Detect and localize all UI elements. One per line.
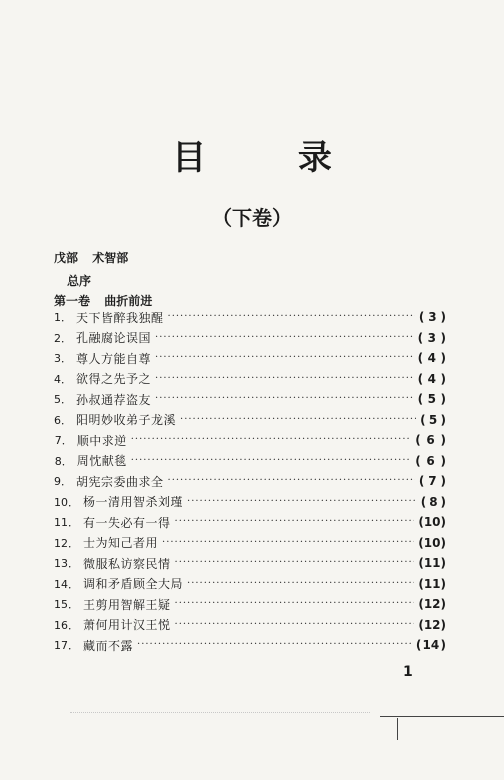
entry-page: ( 6 ) [415,433,446,448]
entry-number: 11． [54,516,79,530]
entry-page: ( 11 ) [418,576,446,591]
dot-leader [131,434,411,446]
page-number: 10 [423,535,441,550]
page-number: 4 [427,371,436,386]
toc-entry[interactable] [54,574,446,595]
entry-title: 调和矛盾顾全大局 [83,577,184,592]
page-number: 14 [422,638,440,653]
toc-entry[interactable] [54,553,446,574]
entry-title: 尊人方能自尊 [76,351,152,366]
entry-page: ( 11 ) [418,556,446,571]
dot-leader [155,352,414,364]
page-number: 7 [428,474,437,489]
page-number: 12 [423,597,441,612]
toc-entry[interactable] [54,492,446,513]
dot-leader [187,578,414,590]
toc-entry[interactable] [54,512,446,533]
toc-entry[interactable] [54,410,446,431]
entry-page: ( 12 ) [418,597,446,612]
entry-title: 藏而不露 [83,638,134,653]
volume-name: 曲折前进 [104,294,153,308]
entry-number: 2． [54,331,72,345]
page-number: 5 [427,392,436,407]
entry-number: 13． [54,557,79,571]
page-number: 6 [426,433,435,448]
entry-title: 阳明妙收弟子龙溪 [76,413,177,428]
entry-number: 6． [54,413,72,427]
page-subtitle: （下卷） [212,206,292,230]
dot-leader [175,619,415,631]
dot-leader [155,332,414,344]
entry-number: 5． [54,393,72,407]
page-number: 3 [427,330,436,345]
section-heading [54,249,128,266]
toc-entry[interactable] [54,615,446,636]
dot-leader [155,393,414,405]
toc-entry[interactable] [54,594,446,615]
entry-title: 天下皆醉我独醒 [76,310,164,325]
entry-page: ( 8 ) [420,494,446,509]
entry-page: ( 3 ) [418,310,446,325]
entry-page: ( 12 ) [418,617,446,632]
entry-number: 7． [54,434,73,448]
dot-leader [175,516,415,528]
section-name: 术智部 [92,251,129,265]
toc-entry[interactable] [54,307,446,328]
entry-number: 10． [54,495,79,509]
dot-leader [168,311,415,323]
entry-page: ( 4 ) [417,351,446,366]
dot-leader [180,414,416,426]
entry-title: 顺中求逆 [76,433,127,448]
dot-leader [137,639,412,651]
entry-page: ( 14 ) [415,638,446,653]
toc-entry[interactable] [54,471,446,492]
dot-leader [168,475,415,487]
entry-number: 17． [54,639,79,653]
page-number: 11 [423,556,441,571]
page-number: 8 [429,494,438,509]
entry-page: ( 7 ) [418,474,446,489]
entry-title: 王剪用智解王疑 [83,597,171,612]
entry-title: 微服私访察民情 [83,556,171,571]
entry-number: 8． [54,454,73,468]
entry-title: 士为知己者用 [83,536,159,551]
dot-leader [175,557,415,569]
preface-heading: 总序 [67,274,92,288]
entry-page: ( 3 ) [417,330,446,345]
dot-leader [162,537,414,549]
toc-entry[interactable] [54,369,446,390]
section-label: 戊部 [54,251,79,265]
entry-number: 14． [54,577,79,591]
entry-page: ( 4 ) [417,371,446,386]
entry-number: 3． [54,352,72,366]
dot-leader [131,455,411,467]
page-number: 5 [428,412,438,427]
toc-entry[interactable] [54,533,446,554]
toc-entry[interactable] [54,348,446,369]
bottom-tick [397,718,398,740]
entry-title: 有一失必有一得 [83,515,171,530]
toc-entry[interactable] [54,635,446,656]
entry-title: 杨一清用智杀刘瑾 [83,495,184,510]
volume-label: 第一卷 [54,294,91,308]
scan-artifact-divider [70,712,370,719]
page-number: 10 [423,515,441,530]
toc-entry[interactable] [54,328,446,349]
dot-leader [155,373,414,385]
entry-page: ( 5 ) [420,412,446,427]
toc-entry[interactable] [54,389,446,410]
entry-number: 1． [54,311,72,325]
entry-page: ( 6 ) [415,453,446,468]
page-number: 11 [423,576,441,591]
page-title: 目 录 [172,138,372,178]
page-folio: 1 [403,664,413,680]
entry-title: 萧何用计汉王悦 [83,618,171,633]
toc-list [54,307,446,656]
entry-title: 欲得之先予之 [76,372,152,387]
entry-page: ( 10 ) [418,515,446,530]
toc-entry[interactable] [54,430,446,451]
entry-number: 15． [54,598,79,612]
entry-title: 孔融腐论误国 [76,331,152,346]
entry-number: 12． [54,536,79,550]
entry-page: ( 5 ) [417,392,446,407]
page-number: 3 [428,310,437,325]
bottom-rule [380,716,504,717]
entry-number: 9． [54,475,72,489]
entry-title: 周忱献毯 [76,454,127,469]
entry-number: 4． [54,372,72,386]
entry-title: 孙叔通荐盗友 [76,392,152,407]
page-number: 4 [427,351,436,366]
dot-leader [187,496,417,508]
toc-entry[interactable] [54,451,446,472]
entry-title: 胡宪宗委曲求全 [76,474,164,489]
page-number: 12 [423,617,441,632]
page-number: 6 [426,453,435,468]
entry-number: 16． [54,618,79,632]
entry-page: ( 10 ) [418,535,446,550]
dot-leader [175,598,415,610]
